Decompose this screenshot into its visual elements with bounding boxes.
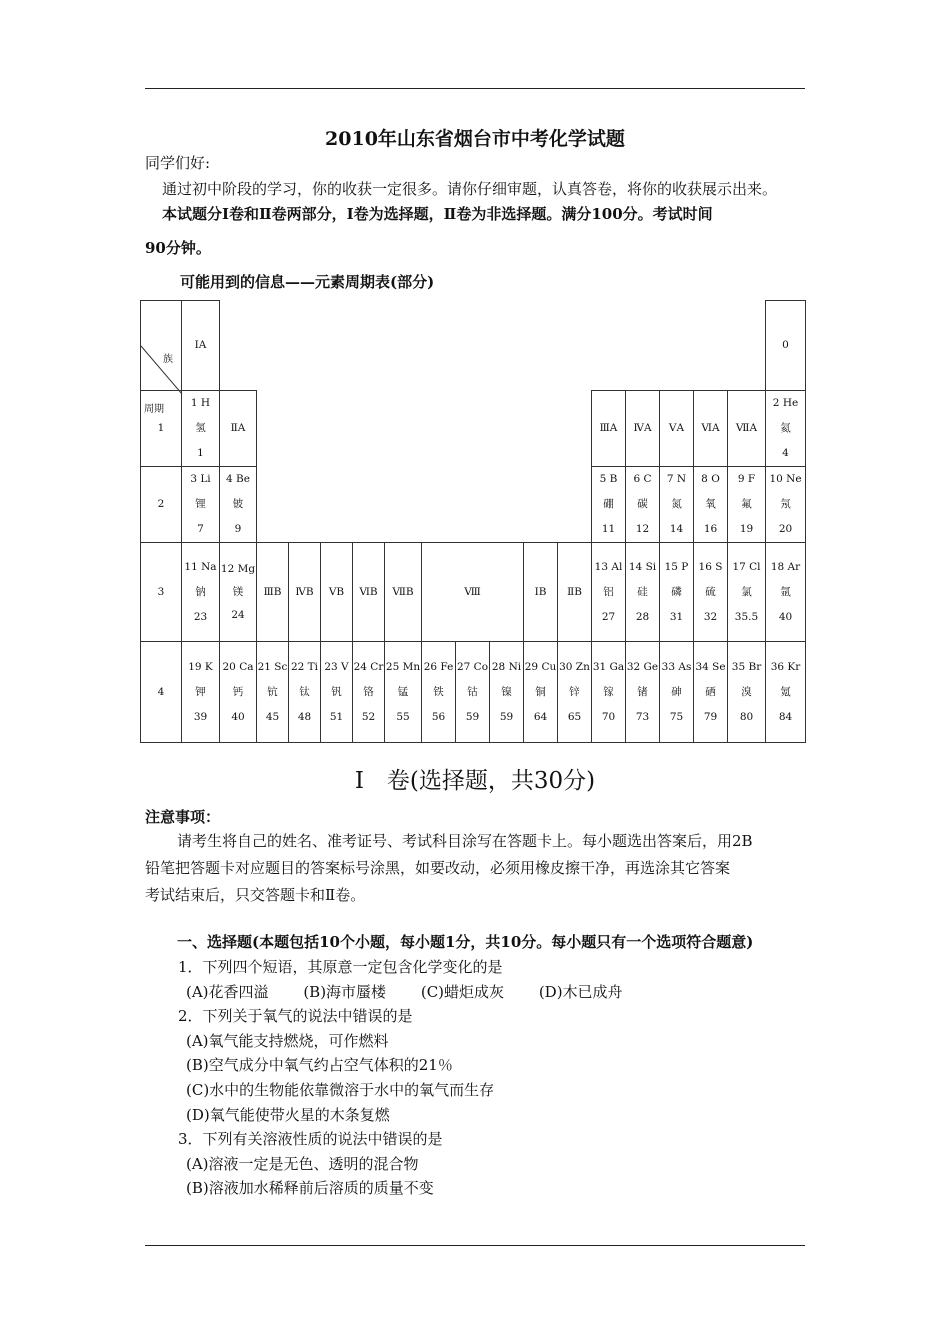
top-rule [145, 88, 805, 89]
element-B: 5 B 硼 11 [592, 467, 626, 543]
page-title: 2010年山东省烟台市中考化学试题 [325, 128, 625, 150]
element-Ga: 31 Ga 镓 70 [592, 642, 626, 743]
question-1: 1．下列四个短语，其原意一定包含化学变化的是 [178, 958, 503, 976]
element-V: 23 V 钒 51 [321, 642, 353, 743]
group-header-VIB: ⅥB [353, 543, 385, 642]
element-Kr: 36 Kr 氪 84 [766, 642, 806, 743]
notice-line-1: 本试题分Ⅰ卷和Ⅱ卷两部分，Ⅰ卷为选择题，Ⅱ卷为非选择题。满分100分。考试时间 [162, 205, 713, 223]
corner-period-label: 周期 [144, 403, 164, 415]
element-S: 16 S 硫 32 [694, 543, 728, 642]
element-K: 19 K 钾 39 [182, 642, 220, 743]
question-2: 2．下列关于氧气的说法中错误的是 [178, 1007, 413, 1026]
group-header-VIIB: ⅦB [385, 543, 422, 642]
element-Cu: 29 Cu 铜 64 [524, 642, 558, 743]
group-header-IVA: ⅣA [626, 391, 660, 467]
group-header-IA: ⅠA [182, 301, 220, 391]
q3-option-b: (B)溶液加水稀释前后溶质的质量不变 [186, 1179, 434, 1198]
element-F: 9 F 氟 19 [728, 467, 766, 543]
attention-line-3: 考试结束后，只交答题卡和Ⅱ卷。 [145, 886, 366, 904]
element-C: 6 C 碳 12 [626, 467, 660, 543]
q3-option-a: (A)溶液一定是无色、透明的混合物 [186, 1154, 419, 1173]
element-Ni: 28 Ni 镍 59 [490, 642, 524, 743]
q2-option-d: (D)氧气能使带火星的木条复燃 [186, 1105, 390, 1124]
group-header-IIIA: ⅢA [592, 391, 626, 467]
attention-title: 注意事项： [145, 808, 221, 826]
element-He: 2 He 氦 4 [766, 391, 806, 467]
q1-option-c: (C)蜡炬成灰 [420, 982, 505, 1001]
group-header-IVB: ⅣB [289, 543, 321, 642]
q1-option-b: (B)海市蜃楼 [303, 982, 387, 1001]
corner-diagonal [141, 346, 182, 436]
question-list [178, 955, 838, 1201]
group-header-IIIB: ⅢB [257, 543, 289, 642]
element-Si: 14 Si 硅 28 [626, 543, 660, 642]
table-caption: 可能用到的信息——元素周期表(部分) [180, 273, 435, 291]
question-3: 3．下列有关溶液性质的说法中错误的是 [178, 1130, 443, 1149]
element-Fe: 26 Fe 铁 56 [422, 642, 456, 743]
element-Ar: 18 Ar 氩 40 [766, 543, 806, 642]
greeting: 同学们好: [145, 154, 211, 172]
element-Ge: 32 Ge 锗 73 [626, 642, 660, 743]
period-1: 1 [141, 391, 182, 467]
attention-line-1: 请考生将自己的姓名、准考证号、考试科目涂写在答题卡上。每小题选出答案后，用2B [177, 832, 753, 850]
element-Mg: 12 Mg 镁 24 [220, 543, 257, 642]
corner-group-label: 族 [163, 353, 173, 365]
q1-option-a: (A)花香四溢 [186, 982, 269, 1001]
group-header-VA: ⅤA [660, 391, 694, 467]
table-corner [141, 301, 182, 415]
element-Sc: 21 Sc 钪 45 [257, 642, 289, 743]
q1-option-d: (D)木已成舟 [538, 982, 623, 1001]
attention-line-2: 铅笔把答题卡对应题目的答案标号涂黑，如要改动，必须用橡皮擦干净，再选涂其它答案 [145, 859, 731, 877]
period-4: 4 [141, 642, 182, 743]
group-header-IIB: ⅡB [558, 543, 592, 642]
section-title: Ⅰ 卷(选择题，共30分) [354, 768, 596, 794]
element-Zn: 30 Zn 锌 65 [558, 642, 592, 743]
element-H: 1 H 氢 1 [182, 391, 220, 467]
element-Cl: 17 Cl 氯 35.5 [728, 543, 766, 642]
attention-text [145, 828, 805, 909]
question-1-options [178, 980, 838, 1005]
group-header-VB: ⅤB [321, 543, 353, 642]
part-one-heading: 一、选择题(本题包括10个小题，每小题1分，共10分。每小题只有一个选项符合题意) [177, 933, 754, 951]
q2-option-a: (A)氧气能支持燃烧，可作燃料 [186, 1031, 389, 1050]
element-Mn: 25 Mn 锰 55 [385, 642, 422, 743]
element-Ne: 10 Ne 氖 20 [766, 467, 806, 543]
element-Li: 3 Li 锂 7 [182, 467, 220, 543]
q2-option-c: (C)水中的生物能依靠微溶于水中的氧气而生存 [186, 1080, 495, 1099]
group-header-VIA: ⅥA [694, 391, 728, 467]
element-N: 7 N 氮 14 [660, 467, 694, 543]
element-Ca: 20 Ca 钙 40 [220, 642, 257, 743]
element-Be: 4 Be 铍 9 [220, 467, 257, 543]
q2-option-b: (B)空气成分中氧气约占空气体积的21％ [186, 1056, 453, 1075]
group-header-IIA: ⅡA [220, 391, 257, 467]
period-2: 2 [141, 467, 182, 543]
element-P: 15 P 磷 31 [660, 543, 694, 642]
group-header-VIII: Ⅷ [422, 543, 524, 642]
group-header-VIIA: ⅦA [728, 391, 766, 467]
group-header-0: 0 [766, 301, 806, 391]
element-Ti: 22 Ti 钛 48 [289, 642, 321, 743]
bottom-rule [145, 1245, 805, 1246]
notice-line-2: 90分钟。 [145, 239, 211, 257]
period-3: 3 [141, 543, 182, 642]
element-Na: 11 Na 钠 23 [182, 543, 220, 642]
element-Br: 35 Br 溴 80 [728, 642, 766, 743]
element-Al: 13 Al 铝 27 [592, 543, 626, 642]
element-Co: 27 Co 钴 59 [456, 642, 490, 743]
element-Se: 34 Se 硒 79 [694, 642, 728, 743]
group-header-IB: ⅠB [524, 543, 558, 642]
element-O: 8 O 氧 16 [694, 467, 728, 543]
intro-text: 通过初中阶段的学习，你的收获一定很多。请你仔细审题，认真答卷，将你的收获展示出来。 [162, 180, 778, 198]
periodic-table [140, 300, 806, 743]
element-As: 33 As 砷 75 [660, 642, 694, 743]
element-Cr: 24 Cr 铬 52 [353, 642, 385, 743]
